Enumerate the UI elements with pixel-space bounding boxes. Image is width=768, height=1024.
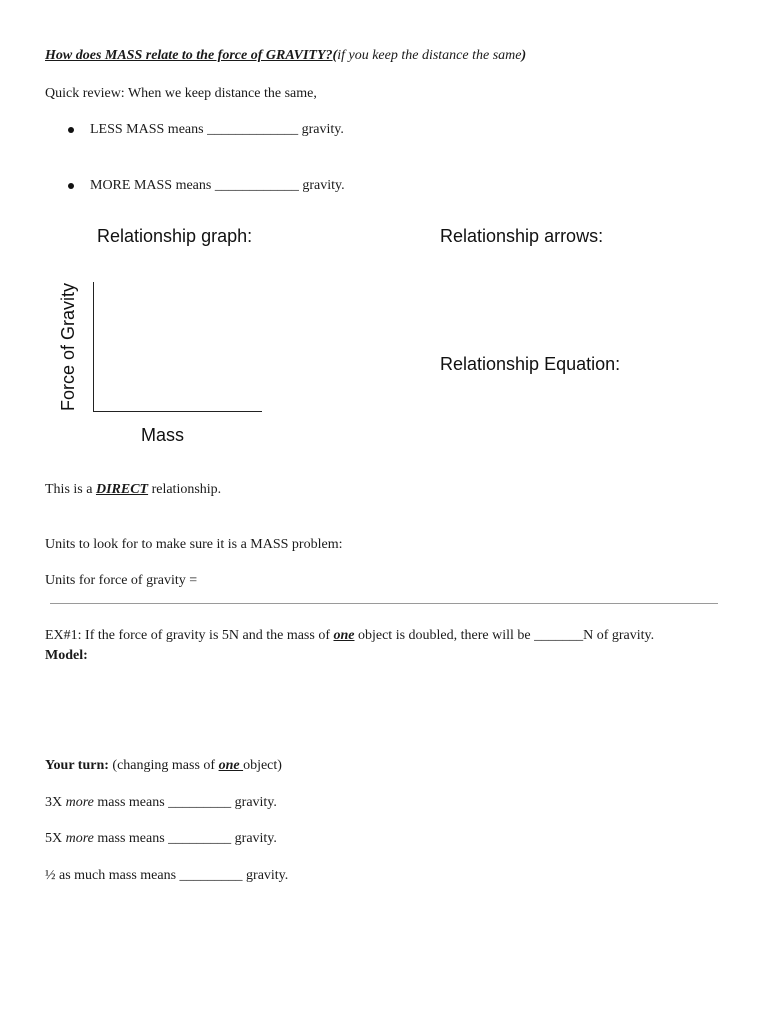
page-title bbox=[45, 47, 526, 65]
bullet-less-mass: LESS MASS means _____________ gravity. bbox=[90, 122, 344, 137]
title-question: How does MASS relate to the force of GRAVITY? bbox=[45, 48, 333, 63]
your-turn: Your turn: (changing mass of one object) bbox=[45, 758, 282, 773]
graph-y-axis bbox=[93, 282, 94, 412]
model-label: Model: bbox=[45, 648, 88, 663]
answer-blank: _____________ bbox=[207, 122, 299, 137]
example-1: EX#1: If the force of gravity is 5N and the mass of one object is doubled, there will be _______N of gravity. bbox=[45, 628, 655, 643]
question-5x: 5X more mass means _________ gravity. bbox=[45, 831, 277, 846]
question-half: ½ as much mass means _________ gravity. bbox=[45, 868, 289, 883]
direct-word: DIRECT bbox=[95, 482, 149, 497]
graph-heading: Relationship graph: bbox=[97, 226, 253, 246]
quick-review: Quick review: When we keep distance the same, bbox=[45, 86, 317, 101]
your-turn-one: one bbox=[218, 758, 244, 773]
bullet-dot bbox=[68, 183, 74, 189]
example-one: one bbox=[333, 628, 355, 643]
graph-x-axis-label: Mass bbox=[141, 425, 185, 445]
arrows-heading: Relationship arrows: bbox=[440, 226, 604, 246]
title-paren-close: ) bbox=[521, 48, 527, 63]
your-turn-label: Your turn: bbox=[45, 758, 109, 773]
title-condition: if you keep the distance the same bbox=[337, 48, 522, 63]
answer-blank: ____________ bbox=[214, 178, 299, 193]
title-paren-open: ( bbox=[332, 48, 338, 63]
graph-x-axis bbox=[93, 411, 262, 412]
bullet-dot bbox=[68, 127, 74, 133]
units-look: Units to look for to make sure it is a MASS problem: bbox=[45, 537, 343, 552]
divider bbox=[50, 603, 718, 604]
graph-y-axis-label: Force of Gravity bbox=[58, 282, 78, 412]
question-3x: 3X more mass means _________ gravity. bbox=[45, 795, 277, 810]
units-force: Units for force of gravity = bbox=[45, 573, 198, 588]
bullet-more-mass: MORE MASS means ____________ gravity. bbox=[90, 178, 345, 193]
direct-relationship: This is a DIRECT relationship. bbox=[45, 482, 222, 497]
equation-heading: Relationship Equation: bbox=[440, 354, 621, 374]
